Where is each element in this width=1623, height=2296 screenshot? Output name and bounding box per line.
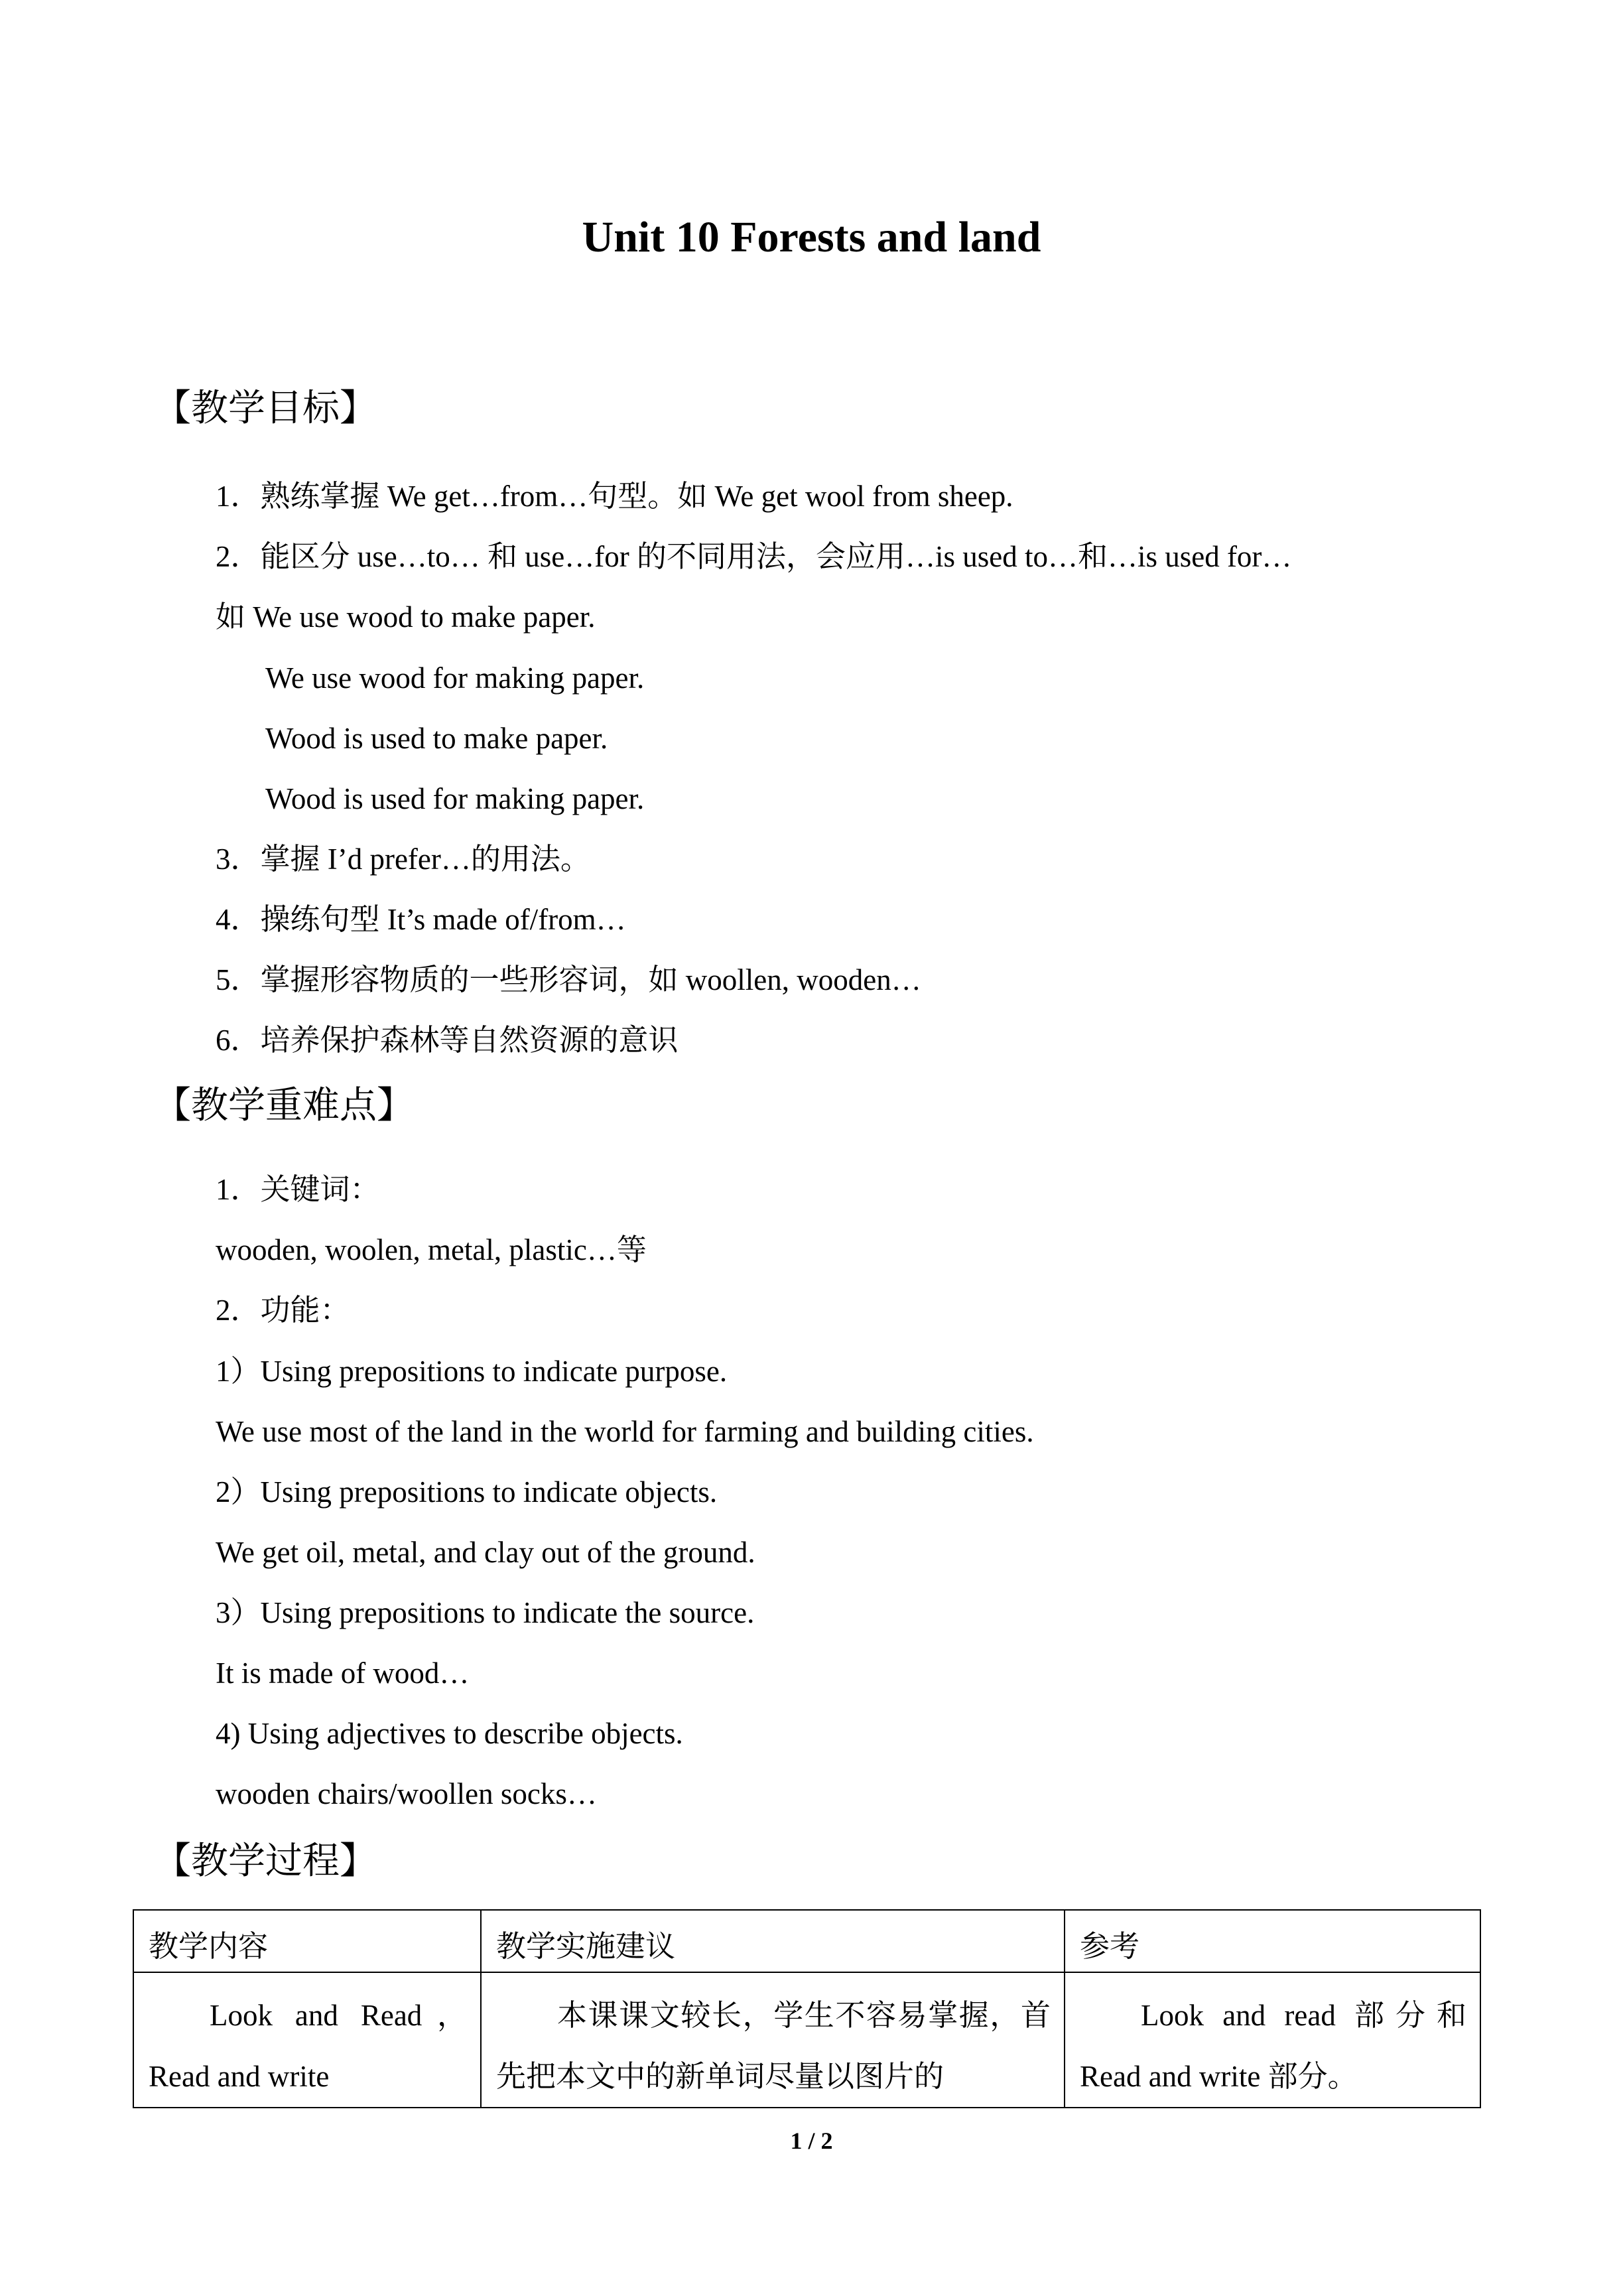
keypoint-line: We use most of the land in the world for farming and building cities.: [216, 1415, 1034, 1448]
keypoint-line: 1）Using prepositions to indicate purpose.: [216, 1355, 728, 1388]
objective-line: 1．熟练掌握 We get…from…句型。如 We get wool from sheep.: [216, 480, 1013, 513]
keypoint-line: It is made of wood…: [216, 1656, 470, 1690]
objective-line: 4．操练句型 It’s made of/from…: [216, 903, 626, 936]
document-title: Unit 10 Forests and land: [582, 213, 1041, 261]
table-cell-text: Look and read 部分和Read and write 部分。: [1080, 1999, 1466, 2093]
objective-line: 6．培养保护森林等自然资源的意识: [216, 1024, 679, 1057]
table-header-cell: 教学实施建议: [481, 1910, 1065, 1972]
objective-example: Wood is used for making paper.: [265, 782, 645, 815]
section-heading-objectives: 【教学目标】: [154, 387, 377, 430]
section-heading-process: 【教学过程】: [154, 1840, 377, 1883]
keypoint-line: 4) Using adjectives to describe objects.: [216, 1717, 683, 1750]
objective-line: 5．掌握形容物质的一些形容词，如 woollen, wooden…: [216, 963, 921, 996]
table-cell: [481, 1972, 1065, 2108]
section-heading-keypoints: 【教学重难点】: [154, 1084, 414, 1127]
objective-line: 如 We use wood to make paper.: [216, 600, 596, 634]
objective-example: We use wood for making paper.: [265, 661, 645, 695]
keypoint-line: 2）Using prepositions to indicate objects.: [216, 1475, 718, 1509]
keypoint-line: We get oil, metal, and clay out of the ground.: [216, 1536, 755, 1569]
objective-line: 3．掌握 I’d prefer…的用法。: [216, 843, 590, 876]
page-number: 1 / 2: [790, 2127, 833, 2154]
table-header-cell: 参考: [1065, 1910, 1480, 1972]
table-header-cell: 教学内容: [133, 1910, 481, 1972]
keypoint-line: 2．功能：: [216, 1294, 350, 1327]
table-cell-text: 本课课文较长，学生不容易掌握，首先把本文中的新单词尽量以图片的: [496, 1999, 1051, 2093]
table-cell-text: Look and Read，Read and write: [149, 1999, 467, 2093]
keypoint-line: wooden chairs/woollen socks…: [216, 1777, 597, 1810]
objective-example: Wood is used to make paper.: [265, 722, 608, 755]
objective-line: 2．能区分 use…to… 和 use…for 的不同用法，会应用…is used to…和…is used for…: [216, 540, 1292, 573]
table-header-row: [133, 1910, 1480, 1972]
keypoint-line: 3）Using prepositions to indicate the source.: [216, 1596, 755, 1629]
teaching-process-table: [133, 1909, 1481, 2108]
keypoint-line: 1．关键词：: [216, 1173, 380, 1206]
table-cell: [1065, 1972, 1480, 2108]
table-cell: [133, 1972, 481, 2108]
table-row: [133, 1972, 1480, 2108]
keypoint-line: wooden, woolen, metal, plastic…等: [216, 1233, 647, 1266]
